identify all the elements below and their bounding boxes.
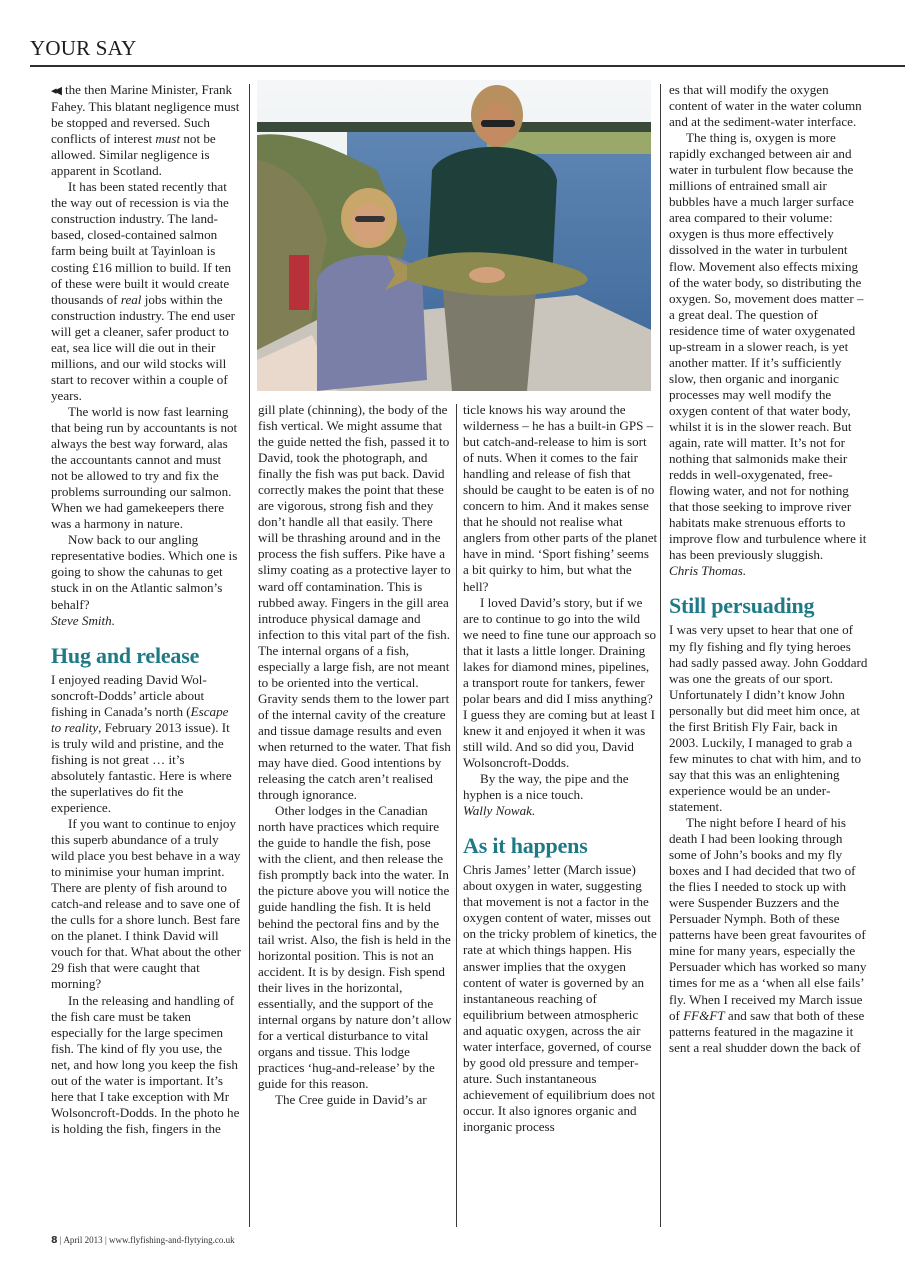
letter-paragraph: By the way, the pipe and the hyphen is a nice touch. (463, 771, 629, 803)
letter-paragraph: Other lodges in the Canadian north have practices which require the guide to handle the fish, pose with the client, and then release the fish promptly back into the water. In the picture above you will notice the guide handling the fish. It is held behind the pectoral fins and by the tail wrist. Also, the fish is held in the horizontal position. This is not an accident. It is by design. Fish spend their lives in the horizontal, essentially, and the support of the internal organs by nature don’t allow for a vertical disturbance to vital organs and tissue. This lodge practices ‘hug-and-release’ by the guide for this reason. (258, 803, 452, 1091)
letter-paragraph: Chris James’ letter (March issue) about oxygen in water, suggesting that movement is not a factor in the oxygen content of water, misses out on the tricky problem of kinetics, the rate at which things happen. His answer implies that the oxygen content of water is governed by an instantaneous reaching of equilibrium between atmospheric and aquatic oxygen, across the air water interface, governed, of course by good old pressure and temperature. Such instantaneous achievement of equilibrium does not occur. It also ignores organic and inorganic process (463, 862, 657, 1134)
letter-signature: Chris Thomas. (669, 563, 747, 579)
page-number: 8 (51, 1235, 58, 1246)
column-3 (463, 402, 658, 1135)
continued-from-arrow-icon: ◂◀ (51, 84, 59, 97)
footer-separator: | (102, 1235, 109, 1245)
column-4 (669, 82, 869, 1056)
column-1 (51, 82, 241, 1137)
letter-paragraph: It has been stated recently that the way out of recession is via the construction industry. The land-based, closed-contained salmon farm being built at Tayinloan is costing £16 million to build. If ten of these were built it would create thousands of real jobs within the construction industry. The end user will get a cleaner, safer product to eat, sea lice will die out in their millions, and our wild stocks will start to recover within a couple of years. (51, 179, 236, 403)
header-rule (30, 65, 905, 67)
letter-signature: Steve Smith. (51, 612, 115, 628)
letter-paragraph: I enjoyed reading David Wolsoncroft-Dodds’ article about fishing in Canada’s north (Escape to reality, February 2013 issue). It is truly wild and pristine, and the fishing is not great … it’s absolutely fantastic. Here is where the superlatives do fit the experience. (51, 671, 232, 815)
letter-paragraph: I was very upset to hear that one of my fly fishing and fly tying heroes had sadly passed away. John Goddard was one the greats of our sport. Unfortunately I didn’t know John personally but did meet him once, at the first British Fly Fair, back in 2003. Luckily, I managed to grab a few minutes to chat with him, and to say that this was an enlightening experience would be an understatement. (669, 622, 868, 814)
letter-paragraph: I loved David’s story, but if we are to continue to go into the wild we need to fine tune our approach so that it lasts a little longer. Draining lakes for diamond mines, pipelines, a transport route for tankers, fewer polar bears and did I miss anything? I guess they are coming but at least I knew it and enjoyed it when it was still wild. And so did you, David Wolsoncroft-Dodds. (463, 594, 657, 771)
letter-paragraph: ◂◀ the then Marine Minister, Frank Fahey. This blatant negligence must be stopped and reversed. Such conflicts of interest must not be allowed. Similar negligence is apparent in Scotland. (51, 82, 240, 179)
column-divider (660, 84, 661, 1227)
letter-paragraph: The Cree guide in David’s ar (275, 1092, 427, 1108)
letter-paragraph: es that will modify the oxygen content of water in the water column and at the sediment-water interface. (669, 82, 862, 130)
photo-icon (257, 80, 651, 391)
issue-date: April 2013 (63, 1235, 103, 1245)
letter-signature: Wally Nowak. (463, 803, 536, 819)
letter-paragraph: ticle knows his way around the wilderness – he has a built-in GPS – but catch-and-release to him is sort of nuts. When it comes to the fair handling and release of fish that should be caught to be eaten is of no concern to him. And it makes sense that he should not realise what anglers from other parts of the planet have in mind. ‘Sport fishing’ seems a bit quirky to him, but what the hell? (463, 402, 658, 594)
section-title: YOUR SAY (30, 36, 137, 60)
letter-paragraph: The night before I heard of his death I had been looking through some of John’s books and my fly boxes and I had decided that two of the flies I needed to stock up with were Suspender Buzzers and the Persuader Nymph. Both of these patterns have been great favourites of mine for many years, especially the Persuader which has worked so many times for me as a ‘when all else fails’ fly. When I received my March issue of FF&FT and saw that both of these patterns featured in the magazine it sent a real shudder down the back of (669, 815, 867, 1055)
page-footer (51, 1235, 235, 1246)
letter-paragraph: In the releasing and handling of the fish care must be taken especially for the large specimen fish. The kind of fly you use, the net, and how long you keep the fish out of the water is important. It’s here that I take exception with Mr Wolsoncroft-Dodds. In the photo he is holding the fish, fingers in the (51, 992, 240, 1136)
letter-heading: Hug and release (51, 642, 200, 668)
letter-paragraph: The thing is, oxygen is more rapidly exchanged between air and water in turbulent flow because the millions of entrained small air bubbles have a much larger surface area compared to their volume: oxygen is thus more effectively dissolved in the water in turbulent flow. Movement also effects mixing of the water body, so distributing the oxygen. So, movement does matter – a great deal. The question of residence time of water oxygenated up-stream in a slower reach, is yet another matter. If it’s sufficiently slow, then organic and inorganic processes may well modify the oxygen content of that water body, whilst it is in the slower reach. But again, rate will matter. It’s not for nothing that salmonids make their redds in well-oxygenated, free-flowing water, and not for nothing that those seeking to improve river habitats make strenuous efforts to improve flow and turbulence where it has been previously sluggish. (669, 130, 867, 563)
letter-paragraph: The world is now fast learning that being run by accountants is not always the best way forward, alas the accountants cannot and must not be allowed to try and fix the problems surrounding our salmon. When we had gamekeepers there was a harmony in nature. (51, 403, 238, 532)
letter-heading: As it happens (463, 833, 588, 859)
column-divider (456, 404, 457, 1227)
column-divider (249, 84, 250, 1227)
letter-paragraph: If you want to continue to enjoy this superb abundance of a truly wild place you best behave in a way to minimise your human imprint. There are plenty of fish around to catch-and release and to save one of the culls for a shore lunch. Best fare on the planet. I think David will vouch for that. What about the other 29 fish that were caught that morning? (51, 816, 241, 992)
footer-separator: | (57, 1235, 64, 1245)
website-link[interactable]: www.flyfishing-and-flytying.co.uk (109, 1235, 235, 1245)
letter-paragraph: Now back to our angling representative bodies. Which one is going to show the cahunas to get stuck in on the Atlantic salmon’s behalf? (51, 532, 238, 612)
letter-paragraph: gill plate (chinning), the body of the fish vertical. We might assume that the guide netted the fish, passed it to David, took the photograph, and finally the fish was put back. David correctly makes the point that these are vigorous, strong fish and they don’t handle all that easily. There will be thrashing around and in the process the fish suffers. Pike have a slimy coating as a protective layer to ward off contamination. This is rubbed away. Fingers in the gill area introduce physical damage and infection to this vital part of the fish. The internal organs of a fish, especially a large fish, are not meant to be oriented into the vertical. Gravity sends them to the lower part of the internal cavity of the creature and tissue damage results and even when returned to the water. That fish may have died. Good intentions by releasing the catch aren’t realised through ignorance. (258, 402, 451, 803)
column-2 (258, 402, 453, 1108)
article-photo (257, 80, 651, 391)
letter-heading: Still persuading (669, 593, 815, 619)
